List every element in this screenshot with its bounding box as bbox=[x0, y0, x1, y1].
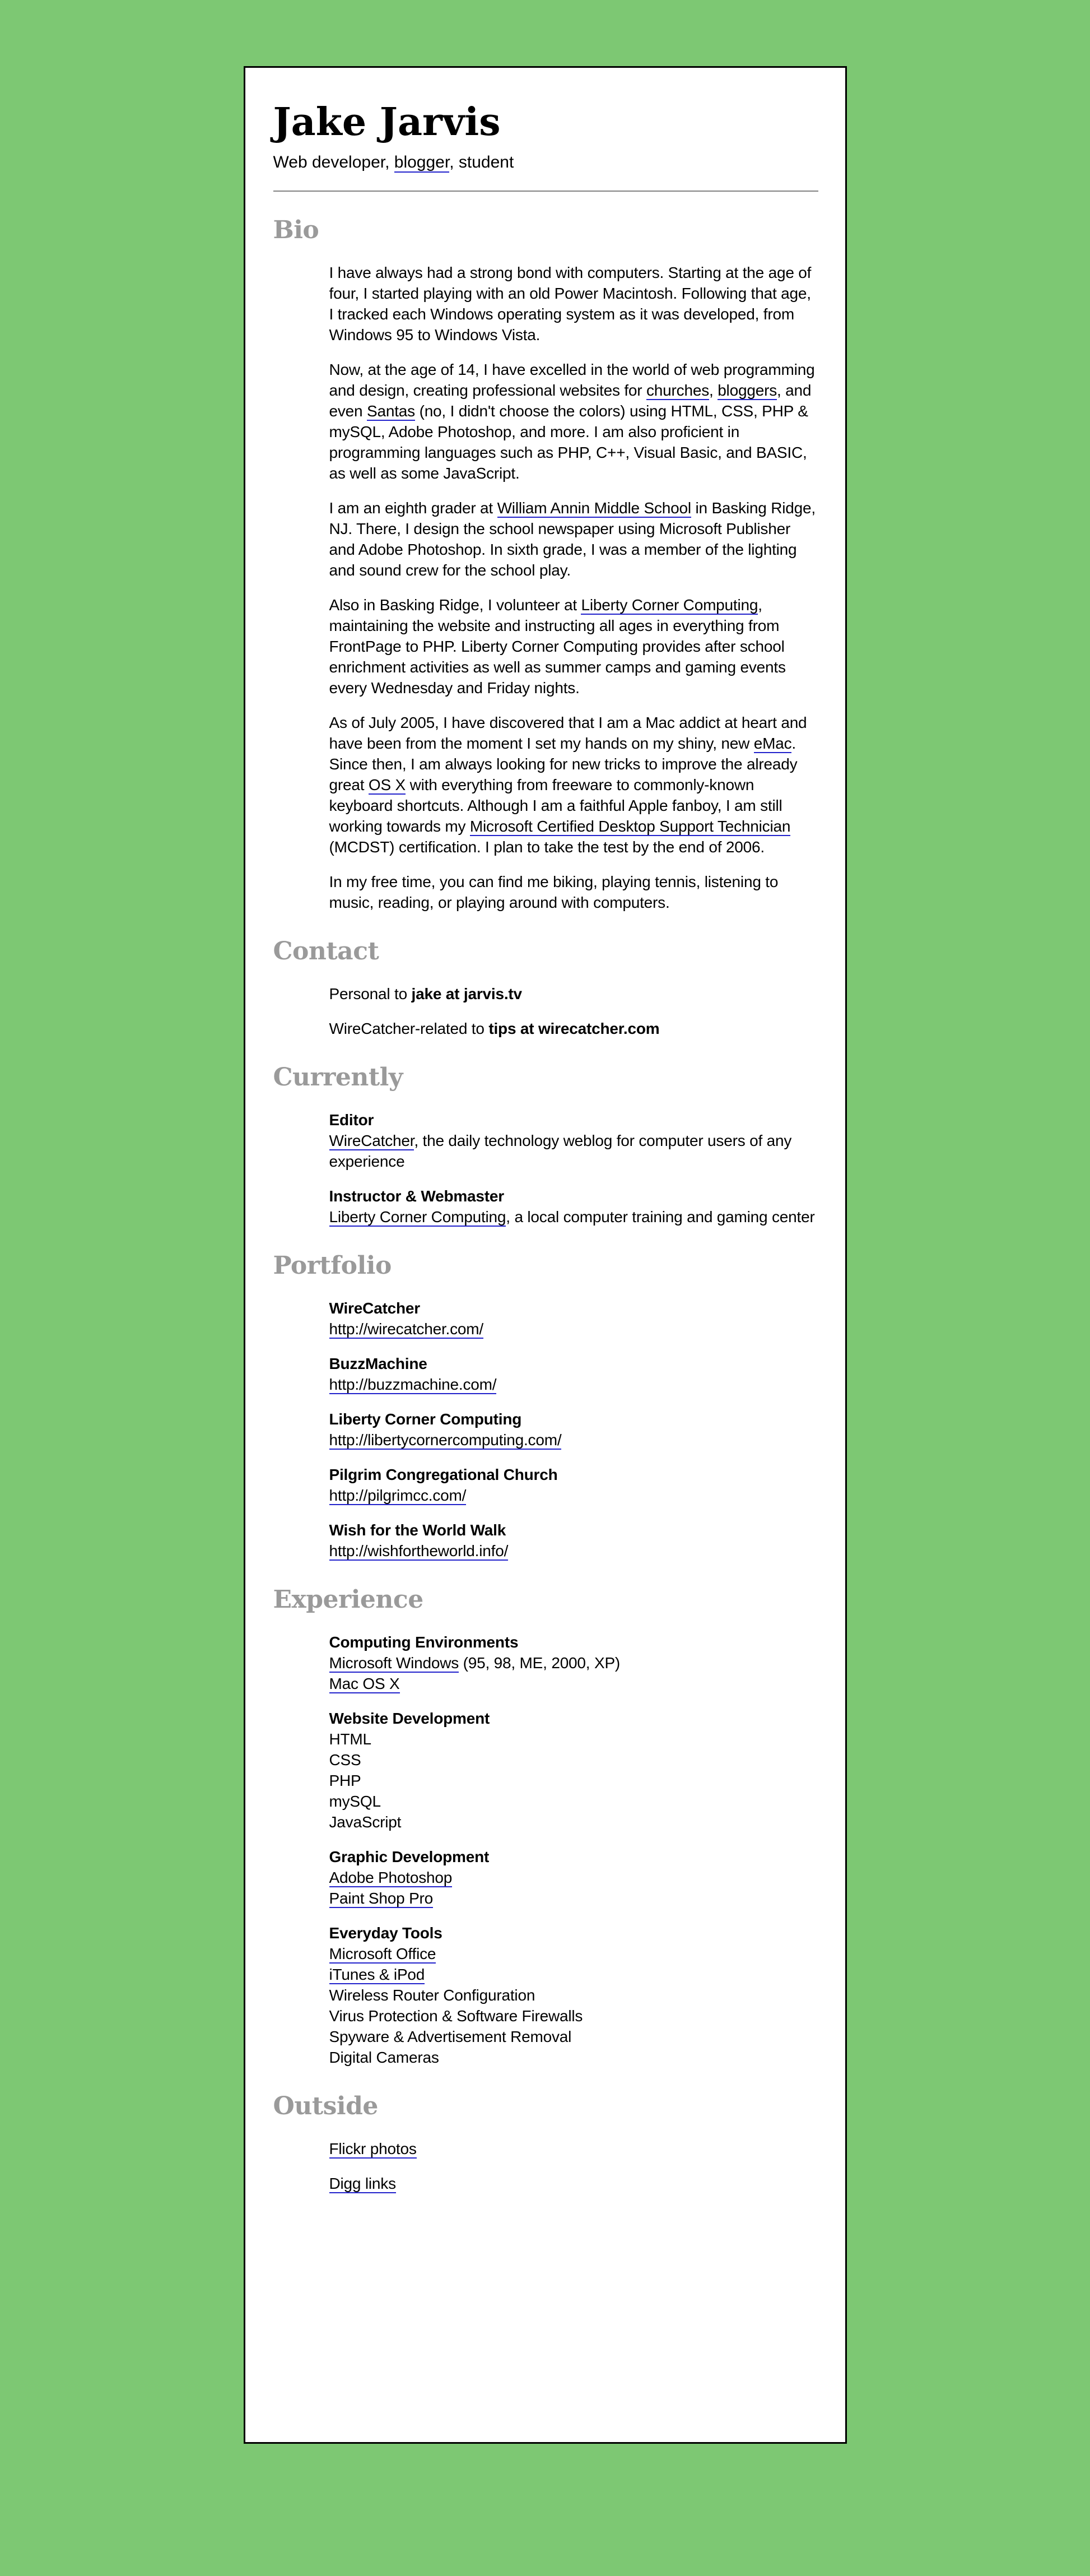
blogger-link[interactable]: blogger bbox=[394, 153, 450, 172]
liberty-corner-computing-link[interactable]: Liberty Corner Computing bbox=[581, 596, 758, 614]
pilgrimcc-url-link[interactable]: http://pilgrimcc.com/ bbox=[329, 1487, 467, 1505]
text-run: In my free time, you can find me biking, playing tennis, listening to music, reading, or playing around with computers. bbox=[329, 873, 779, 912]
outside-link-item bbox=[329, 2173, 818, 2194]
microsoft-windows-link[interactable]: Microsoft Windows bbox=[329, 1654, 459, 1672]
bio-content bbox=[329, 262, 818, 913]
microsoft-office-link[interactable]: Microsoft Office bbox=[329, 1945, 436, 1963]
text-run: CSS bbox=[329, 1751, 361, 1769]
libertycornercomputing-url-link[interactable]: http://libertycornercomputing.com/ bbox=[329, 1431, 562, 1449]
bold-label: Editor bbox=[329, 1111, 374, 1129]
text-run: (MCDST) certification. I plan to take the test by the end of 2006. bbox=[329, 838, 765, 856]
text-run: Also in Basking Ridge, I volunteer at bbox=[329, 596, 581, 614]
experience-group bbox=[329, 1632, 818, 1694]
itunes-ipod-link[interactable]: iTunes & iPod bbox=[329, 1966, 425, 1984]
portfolio-item bbox=[329, 1298, 818, 1339]
experience-content bbox=[329, 1632, 818, 2068]
bio-paragraph bbox=[329, 262, 818, 345]
bold-label: Graphic Development bbox=[329, 1848, 490, 1866]
section-heading-bio: Bio bbox=[273, 216, 319, 245]
page-title: Jake Jarvis bbox=[273, 100, 501, 145]
currently-content bbox=[329, 1110, 818, 1227]
section-heading-portfolio: Portfolio bbox=[273, 1251, 392, 1280]
text-run: WireCatcher-related to bbox=[329, 1020, 489, 1038]
contact-line bbox=[329, 983, 818, 1004]
contact-line bbox=[329, 1018, 818, 1039]
portfolio-item bbox=[329, 1409, 818, 1450]
text-run: Virus Protection & Software Firewalls bbox=[329, 2007, 583, 2025]
text-run: Now, at the age of 14, I have excelled in the world of web programming and design, creating professional websites for bbox=[329, 361, 815, 400]
portfolio-item bbox=[329, 1464, 818, 1506]
bold-label: Instructor & Webmaster bbox=[329, 1187, 504, 1205]
liberty-corner-computing-currently-link[interactable]: Liberty Corner Computing bbox=[329, 1208, 506, 1226]
wishfortheworld-url-link[interactable]: http://wishfortheworld.info/ bbox=[329, 1542, 509, 1560]
text-run: Web developer, bbox=[273, 153, 394, 172]
bold-label: Website Development bbox=[329, 1710, 490, 1728]
experience-group bbox=[329, 1923, 818, 2068]
text-run: , student bbox=[449, 153, 514, 172]
bold-label: tips at wirecatcher.com bbox=[488, 1020, 660, 1038]
text-run: with everything from freeware to commonly-known keyboard shortcuts. Although I am a faithful Apple fanboy, I am still working towards my bbox=[329, 776, 782, 836]
emac-link[interactable]: eMac bbox=[753, 735, 792, 753]
portfolio-item bbox=[329, 1353, 818, 1395]
portfolio-content bbox=[329, 1298, 818, 1561]
portfolio-item bbox=[329, 1520, 818, 1561]
text-run: I am an eighth grader at bbox=[329, 499, 497, 517]
buzzmachine-url-link[interactable]: http://buzzmachine.com/ bbox=[329, 1376, 497, 1394]
flickr-photos-link[interactable]: Flickr photos bbox=[329, 2140, 417, 2158]
section-heading-experience: Experience bbox=[273, 1585, 423, 1614]
digg-links-link[interactable]: Digg links bbox=[329, 2175, 396, 2193]
text-run: (no, I didn't choose the colors) using HTML, CSS, PHP & mySQL, Adobe Photoshop, and more. I am also proficient in programming languages such as PHP, C++, Visual Basic, and BASIC, as well as some JavaScript. bbox=[329, 402, 808, 482]
wirecatcher-link[interactable]: WireCatcher bbox=[329, 1132, 414, 1150]
text-run: Wireless Router Configuration bbox=[329, 1986, 535, 2004]
section-heading-contact: Contact bbox=[273, 937, 379, 966]
section-heading-outside: Outside bbox=[273, 2092, 378, 2121]
resume-card bbox=[244, 66, 847, 2444]
text-run: HTML bbox=[329, 1730, 371, 1748]
section-heading-currently: Currently bbox=[273, 1063, 403, 1092]
currently-item bbox=[329, 1110, 818, 1172]
bold-label: BuzzMachine bbox=[329, 1355, 427, 1373]
text-run: , the daily technology weblog for computer users of any experience bbox=[329, 1132, 792, 1171]
bloggers-link[interactable]: bloggers bbox=[718, 382, 777, 400]
text-run: , and even bbox=[329, 382, 812, 420]
header-divider bbox=[273, 191, 818, 192]
text-run: , a local computer training and gaming center bbox=[506, 1208, 815, 1226]
text-run: , maintaining the website and instructing all ages in everything from FrontPage to PHP. Liberty Corner Computing provides after school enrichment activities as well as summer camps and gaming events every Wednesday and Friday nights. bbox=[329, 596, 786, 697]
text-run: Personal to bbox=[329, 985, 412, 1003]
bold-label: Liberty Corner Computing bbox=[329, 1410, 522, 1428]
text-run: PHP bbox=[329, 1772, 361, 1790]
bold-label: Everyday Tools bbox=[329, 1924, 442, 1942]
santas-link[interactable]: Santas bbox=[367, 402, 415, 420]
adobe-photoshop-link[interactable]: Adobe Photoshop bbox=[329, 1869, 453, 1887]
bio-paragraph bbox=[329, 359, 818, 484]
bold-label: Computing Environments bbox=[329, 1633, 519, 1651]
subtitle bbox=[273, 151, 818, 174]
text-run: , bbox=[709, 382, 718, 400]
churches-link[interactable]: churches bbox=[646, 382, 710, 400]
currently-item bbox=[329, 1186, 818, 1227]
text-run: . Since then, I am always looking for new tricks to improve the already great bbox=[329, 735, 798, 794]
outside-link-item bbox=[329, 2138, 818, 2159]
text-run: As of July 2005, I have discovered that I am a Mac addict at heart and have been from the moment I set my hands on my shiny, new bbox=[329, 714, 807, 753]
text-run: JavaScript bbox=[329, 1813, 402, 1831]
bio-paragraph bbox=[329, 871, 818, 913]
bio-paragraph bbox=[329, 712, 818, 857]
outside-content bbox=[329, 2138, 818, 2194]
text-run: in Basking Ridge, NJ. There, I design the school newspaper using Microsoft Publisher and Adobe Photoshop. In sixth grade, I was a member of the lighting and sound crew for the school play. bbox=[329, 499, 816, 579]
experience-group bbox=[329, 1846, 818, 1909]
paint-shop-pro-link[interactable]: Paint Shop Pro bbox=[329, 1890, 434, 1907]
bio-paragraph bbox=[329, 595, 818, 698]
mcdst-link[interactable]: Microsoft Certified Desktop Support Technician bbox=[469, 818, 791, 836]
mac-os-x-link[interactable]: Mac OS X bbox=[329, 1675, 400, 1693]
experience-group bbox=[329, 1708, 818, 1832]
text-run: mySQL bbox=[329, 1793, 381, 1811]
bold-label: Pilgrim Congregational Church bbox=[329, 1466, 558, 1484]
contact-content bbox=[329, 983, 818, 1039]
bold-label: jake at jarvis.tv bbox=[411, 985, 522, 1003]
wirecatcher-url-link[interactable]: http://wirecatcher.com/ bbox=[329, 1320, 484, 1338]
os-x-link[interactable]: OS X bbox=[368, 776, 406, 794]
text-run: Spyware & Advertisement Removal bbox=[329, 2028, 572, 2046]
william-annin-middle-school-link[interactable]: William Annin Middle School bbox=[497, 499, 691, 517]
text-run: (95, 98, ME, 2000, XP) bbox=[459, 1654, 621, 1672]
bold-label: WireCatcher bbox=[329, 1299, 420, 1317]
bold-label: Wish for the World Walk bbox=[329, 1521, 506, 1539]
text-run: Digital Cameras bbox=[329, 2049, 439, 2067]
bio-paragraph bbox=[329, 498, 818, 581]
text-run: I have always had a strong bond with computers. Starting at the age of four, I started playing with an old Power Macintosh. Following that age, I tracked each Windows operating system as it was developed, from Windows 95 to Windows Vista. bbox=[329, 264, 812, 344]
